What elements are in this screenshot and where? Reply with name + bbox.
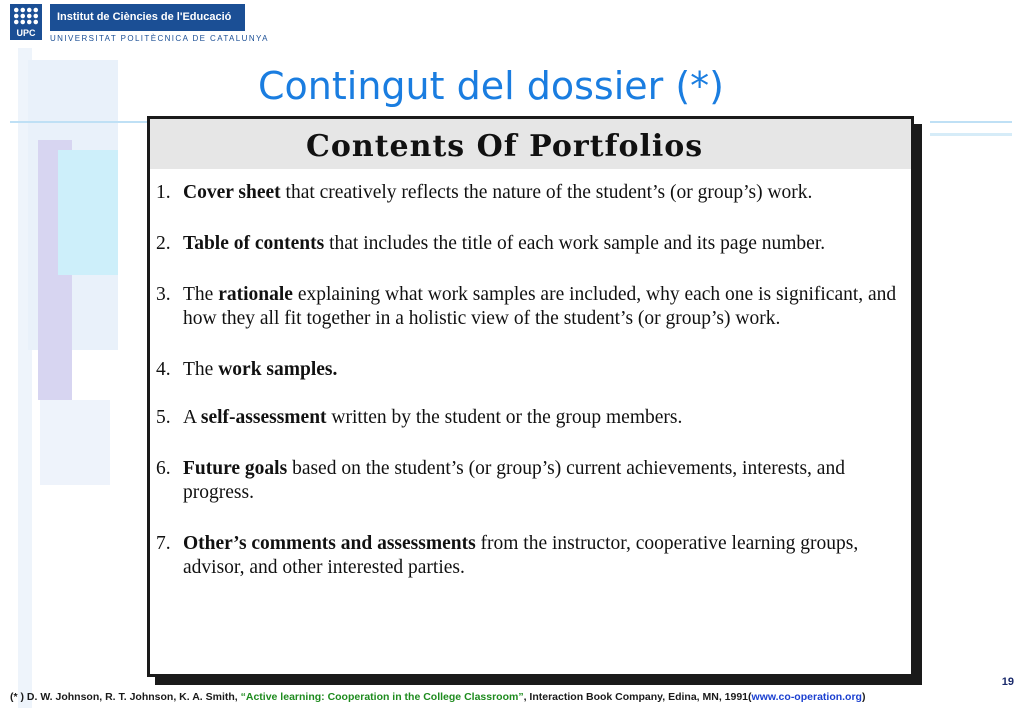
logo-mark-text: UPC <box>16 28 36 38</box>
item-number: 2. <box>156 233 171 254</box>
item-bold-term: rationale <box>218 284 293 305</box>
item-rest: based on the student’s (or group’s) current achievements, interests, and progress. <box>183 458 845 503</box>
citation <box>10 691 865 703</box>
citation-book-title: “Active learning: Cooperation in the College Classroom” <box>240 691 524 703</box>
decor-line <box>930 121 1012 123</box>
decor-line <box>10 121 150 123</box>
item-rest: explaining what work samples are included, why each one is significant, and how they all fit together in a holistic view of the student’s (or group’s) work. <box>183 284 897 329</box>
citation-link[interactable]: www.co-operation.org <box>751 691 862 703</box>
list-item <box>156 532 911 580</box>
citation-suffix: ) <box>861 691 866 703</box>
item-text <box>183 358 911 382</box>
page-number: 19 <box>1001 676 1014 688</box>
portfolio-contents-card <box>147 116 914 677</box>
upc-logo <box>10 4 269 43</box>
slide-title: Contingut del dossier (*) <box>258 64 724 108</box>
item-rest: that includes the title of each work sample and its page number. <box>324 233 826 254</box>
university-name: UNIVERSITAT POLITÈCNICA DE CATALUNYA <box>50 34 269 43</box>
item-text <box>183 232 911 256</box>
item-text <box>183 283 911 331</box>
upc-emblem-icon <box>10 4 42 40</box>
list-item <box>156 283 911 331</box>
item-text <box>183 406 911 430</box>
contents-list <box>150 169 911 580</box>
item-number: 1. <box>156 182 171 203</box>
item-bold-term: Cover sheet <box>183 182 281 203</box>
item-pre: The <box>183 284 219 305</box>
item-bold-term: self-assessment <box>200 407 327 428</box>
item-number: 6. <box>156 458 171 479</box>
decor-block <box>40 400 110 485</box>
item-text <box>183 181 911 205</box>
citation-prefix: (* ) D. W. Johnson, R. T. Johnson, K. A. Smith, <box>10 691 241 703</box>
list-item <box>156 406 911 430</box>
item-number: 5. <box>156 407 171 428</box>
item-bold-term: Table of contents <box>183 233 325 254</box>
list-item <box>156 457 911 505</box>
citation-publisher: , Interaction Book Company, Edina, MN, 1991( <box>523 691 752 703</box>
decor-block <box>58 150 118 275</box>
item-text <box>183 457 911 505</box>
institute-name: Institut de Ciències de l'Educació <box>50 4 245 31</box>
item-rest: that creatively reflects the nature of the student’s (or group’s) work. <box>280 182 813 203</box>
item-rest: written by the student or the group members. <box>326 407 683 428</box>
item-text <box>183 532 911 580</box>
item-rest: from the instructor, cooperative learning groups, advisor, and other interested parties. <box>183 533 859 578</box>
list-item <box>156 232 911 256</box>
decor-line <box>930 133 1012 136</box>
item-pre: The <box>183 359 219 380</box>
card-header-band <box>150 119 911 169</box>
item-number: 4. <box>156 359 171 380</box>
item-pre: A <box>183 407 201 428</box>
item-number: 7. <box>156 533 171 554</box>
item-bold-term: work samples. <box>218 359 338 380</box>
item-number: 3. <box>156 284 171 305</box>
list-item <box>156 358 911 382</box>
item-bold-term: Other’s comments and assessments <box>183 533 476 554</box>
item-bold-term: Future goals <box>183 458 288 479</box>
card-heading: Contents Of Portfolios <box>306 129 704 164</box>
list-item <box>156 181 911 205</box>
